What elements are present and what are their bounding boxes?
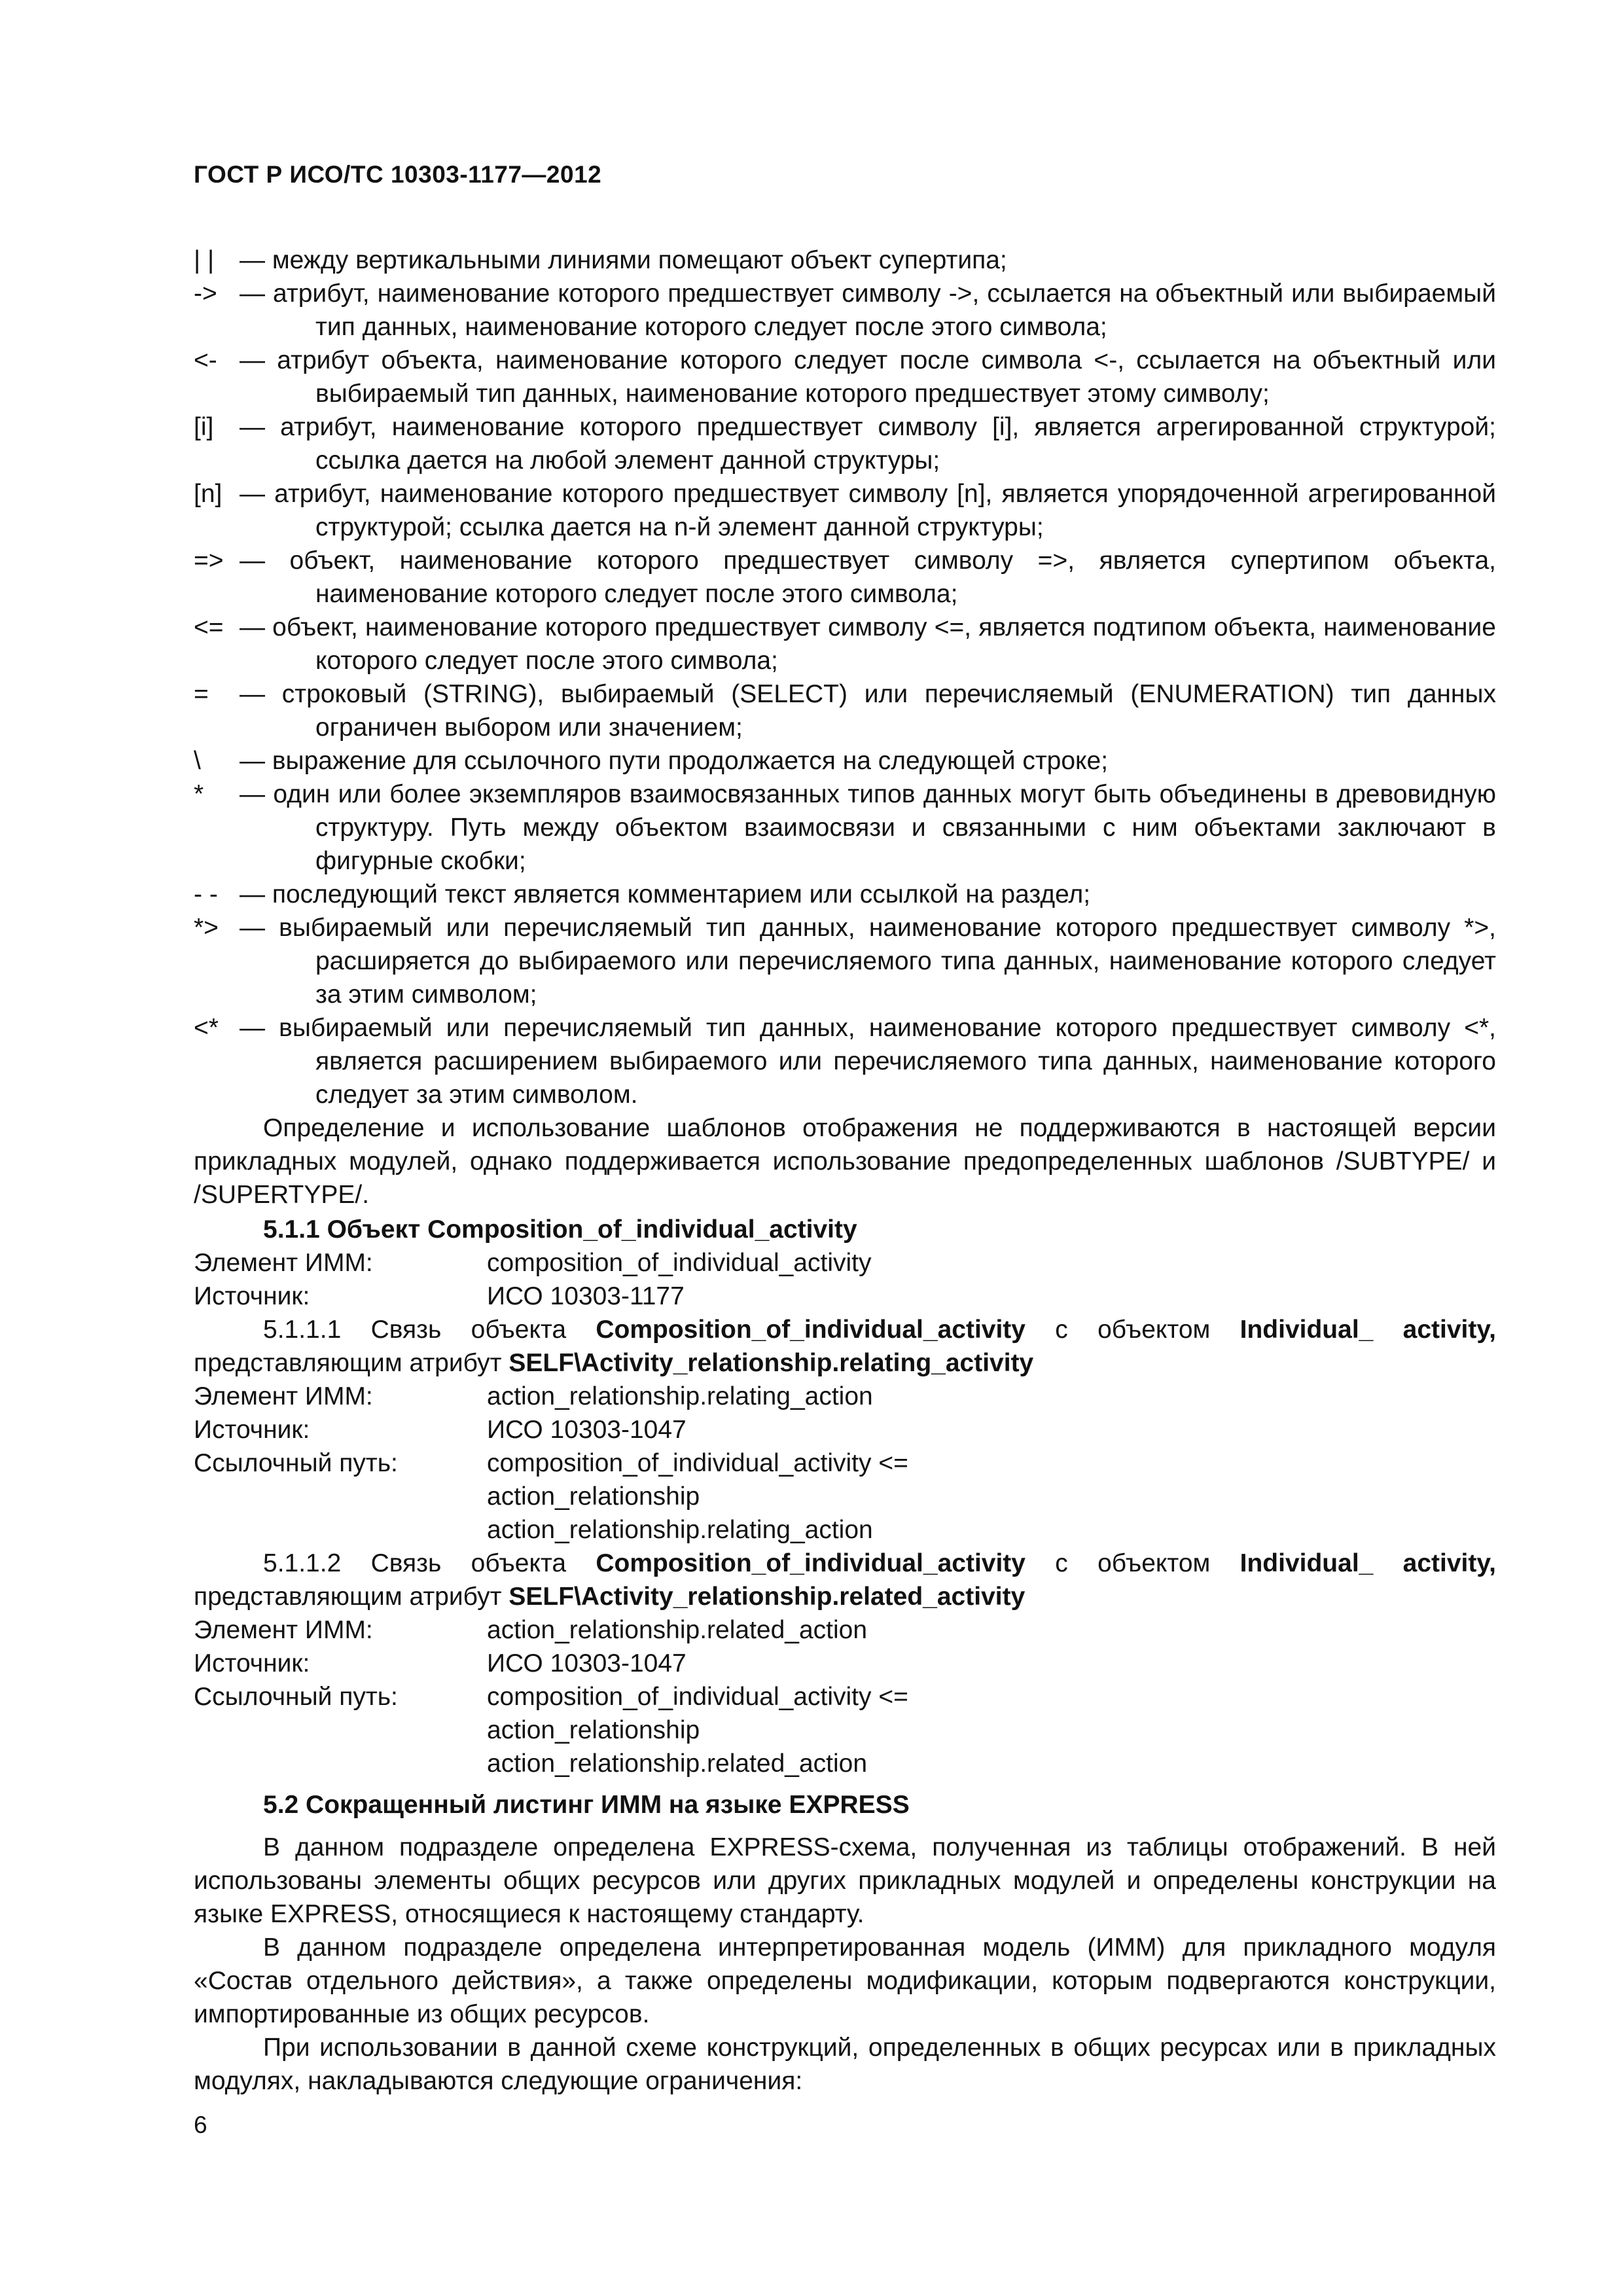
definition-text: — атрибут, наименование которого предшествует символу ->, ссылается на объектный или выбираемый тип данных, наименование которого следует после этого символа; xyxy=(240,279,1496,341)
reference-path-line: action_relationship xyxy=(487,1482,700,1511)
definition-text: — объект, наименование которого предшествует символу =>, является супертипом объекта, наименование которого следует после этого символа; xyxy=(240,547,1496,608)
mapping-value: action_relationship.related_action xyxy=(487,1616,868,1644)
paragraph: В данном подразделе определена интерпретированная модель (ИММ) для прикладного модуля «Состав отдельного действия», а также определены модификации, которым подвергаются конструкции, импортированные из общих ресурсов. xyxy=(194,1933,1496,2028)
page-content xyxy=(194,243,1496,2098)
definition-symbol: - - xyxy=(194,880,218,908)
section-heading-5-2: 5.2 Сокращенный листинг ИММ на языке EXPRESS xyxy=(263,1791,910,1819)
mapping-row xyxy=(194,1413,1496,1446)
mapping-row xyxy=(194,1246,1496,1280)
definition-symbol: => xyxy=(194,547,224,575)
definition-symbol: <- xyxy=(194,346,217,374)
section-heading-5-1-1-1: 5.1.1.1 Связь объекта Composition_of_individual_activity с объектом Individual_ activity, представляющим атрибут SELF\Activity_relationship.relating_activity xyxy=(194,1316,1496,1377)
paragraph: При использовании в данной схеме конструкций, определенных в общих ресурсах или в прикладных модулях, накладываются следующие ограничения: xyxy=(194,2034,1496,2095)
definition-text: — атрибут, наименование которого предшествует символу [n], является упорядоченной агрегированной структурой; ссылка дается на n-й элемент данной структуры; xyxy=(240,480,1496,541)
definition-item xyxy=(194,277,1496,344)
mapping-row xyxy=(194,1280,1496,1313)
definition-item xyxy=(194,544,1496,611)
definition-text: — между вертикальными линиями помещают объект супертипа; xyxy=(240,246,1007,274)
mapping-label: Ссылочный путь: xyxy=(194,1683,398,1711)
definition-item xyxy=(194,243,1496,277)
reference-path-line: action_relationship.related_action xyxy=(487,1749,868,1778)
definition-item xyxy=(194,1011,1496,1111)
paragraph-templates: Определение и использование шаблонов отображения не поддерживаются в настоящей версии прикладных модулей, однако поддерживается использование предопределенных шаблонов /SUBTYPE/ и /SUPERTYPE/. xyxy=(194,1114,1496,1209)
definition-symbol: | | xyxy=(194,246,215,274)
definition-text: — атрибут, наименование которого предшествует символу [i], является агрегированной структурой; ссылка дается на любой элемент данной структуры; xyxy=(240,413,1496,475)
definition-text: — выбираемый или перечисляемый тип данных, наименование которого предшествует символу *>, расширяется до выбираемого или перечисляемого типа данных, наименование которого следует за этим символом; xyxy=(240,914,1496,1009)
mapping-label: Элемент ИММ: xyxy=(194,1382,373,1410)
mapping-label: Ссылочный путь: xyxy=(194,1449,398,1477)
mapping-row xyxy=(194,1613,1496,1647)
reference-path-line: action_relationship xyxy=(487,1716,700,1744)
definition-item xyxy=(194,344,1496,410)
mapping-row xyxy=(194,1446,1496,1480)
mapping-label: Источник: xyxy=(194,1282,310,1310)
mapping-value: ИСО 10303-1047 xyxy=(487,1649,687,1677)
definition-text: — выражение для ссылочного пути продолжается на следующей строке; xyxy=(240,747,1109,775)
definition-text: — объект, наименование которого предшествует символу <=, является подтипом объекта, наименование которого следует после этого символа; xyxy=(240,613,1496,675)
mapping-value: action_relationship.relating_action xyxy=(487,1382,873,1410)
definition-symbol: = xyxy=(194,680,209,708)
reference-path-line: composition_of_individual_activity <= xyxy=(487,1449,908,1477)
definition-symbol: [n] xyxy=(194,480,223,508)
definition-item xyxy=(194,677,1496,744)
document-header: ГОСТ Р ИСО/ТС 10303-1177—2012 xyxy=(194,161,602,188)
definition-item xyxy=(194,744,1496,778)
section-heading-5-1-1: 5.1.1 Объект Composition_of_individual_activity xyxy=(263,1215,857,1244)
definition-item xyxy=(194,477,1496,544)
definition-symbol: [i] xyxy=(194,413,214,441)
definition-item xyxy=(194,611,1496,677)
section-heading-5-1-1-2: 5.1.1.2 Связь объекта Composition_of_individual_activity с объектом Individual_ activity, представляющим атрибут SELF\Activity_relationship.related_activity xyxy=(194,1549,1496,1611)
mapping-label: Источник: xyxy=(194,1649,310,1677)
mapping-label: Элемент ИММ: xyxy=(194,1249,373,1277)
paragraph: В данном подразделе определена EXPRESS-схема, полученная из таблицы отображений. В ней использованы элементы общих ресурсов или других прикладных модулей и определены конструкции на языке EXPRESS, относящиеся к настоящему стандарту. xyxy=(194,1833,1496,1928)
mapping-value: composition_of_individual_activity xyxy=(487,1249,872,1277)
page-number: 6 xyxy=(194,2111,207,2138)
definition-symbol: <= xyxy=(194,613,224,641)
mapping-value: ИСО 10303-1177 xyxy=(487,1282,685,1310)
definition-text: — один или более экземпляров взаимосвязанных типов данных могут быть объединены в древовидную структуру. Путь между объектом взаимосвязи и связанными с ним объектами заключают в фигурные скобки; xyxy=(240,780,1496,875)
definition-symbol: -> xyxy=(194,279,217,308)
mapping-row xyxy=(194,1647,1496,1680)
definition-symbol: \ xyxy=(194,747,201,775)
definition-text: — строковый (STRING), выбираемый (SELECT) или перечисляемый (ENUMERATION) тип данных ограничен выбором или значением; xyxy=(240,680,1496,742)
mapping-value: ИСО 10303-1047 xyxy=(487,1416,687,1444)
mapping-label: Источник: xyxy=(194,1416,310,1444)
definition-item xyxy=(194,410,1496,477)
definition-item xyxy=(194,911,1496,1011)
reference-path-line: action_relationship.relating_action xyxy=(487,1516,873,1544)
definition-symbol: *> xyxy=(194,914,219,942)
definition-text: — последующий текст является комментарием или ссылкой на раздел; xyxy=(240,880,1091,908)
mapping-label: Элемент ИММ: xyxy=(194,1616,373,1644)
definition-item xyxy=(194,878,1496,911)
definition-text: — выбираемый или перечисляемый тип данных, наименование которого предшествует символу <*, является расширением выбираемого или перечисляемого типа данных, наименование которого следует за этим символом. xyxy=(240,1014,1496,1109)
mapping-row xyxy=(194,1680,1496,1713)
definition-symbol: * xyxy=(194,780,204,808)
reference-path-line: composition_of_individual_activity <= xyxy=(487,1683,908,1711)
definition-item xyxy=(194,778,1496,878)
definition-text: — атрибут объекта, наименование которого следует после символа <-, ссылается на объектный или выбираемый тип данных, наименование которого предшествует этому символу; xyxy=(240,346,1496,408)
mapping-row xyxy=(194,1380,1496,1413)
definition-symbol: <* xyxy=(194,1014,219,1042)
